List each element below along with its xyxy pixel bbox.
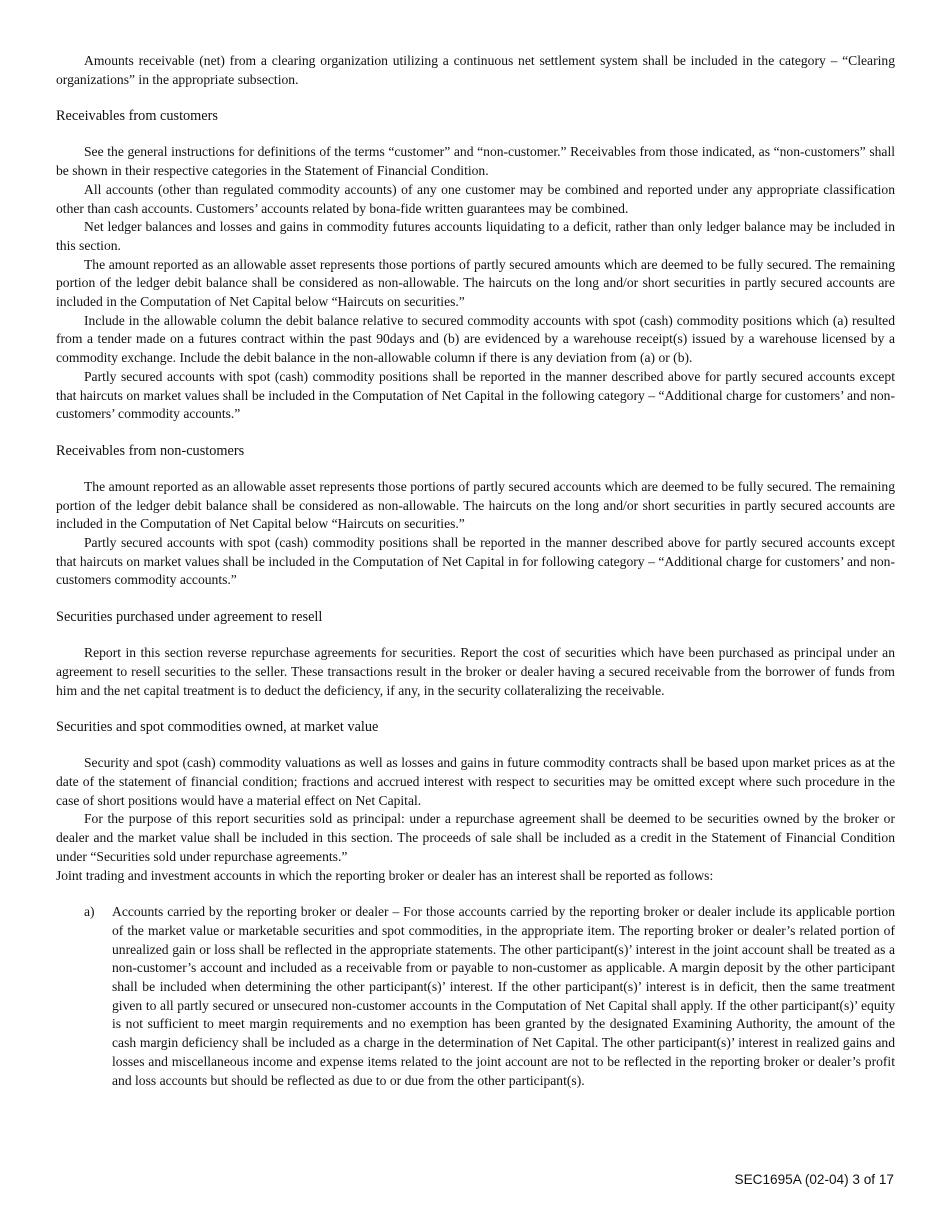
- paragraph: Include in the allowable column the debit balance relative to secured commodity accounts with spot (cash) commodity positions which (a) resulted from a tender made on a futures contract within the past 90days and (b) are evidenced by a warehouse receipt(s) issued by a warehouse licensed by a commodity exchange. Include the debit balance in the non-allowable column if there is any deviation from (a) or (b).: [56, 312, 895, 366]
- section-heading-receivables-non-customers: Receivables from non-customers: [56, 442, 245, 459]
- section-heading-securities-resell: Securities purchased under agreement to resell: [56, 609, 323, 626]
- paragraph: For the purpose of this report securities sold as principal: under a repurchase agreement shall be deemed to be securities owned by the broker or dealer and the market value shall be included in this section. The proceeds of sale shall be included as a credit in the Statement of Financial Condition under “Securities sold under repurchase agreements.”: [56, 811, 895, 864]
- list-item: [56, 903, 895, 1090]
- list-item-text: Accounts carried by the reporting broker or dealer – For those accounts carried by the reporting broker or dealer include its applicable portion of the market value or marketable securities and spot commodities, in the appropriate item. The reporting broker or dealer’s related portion of unrealized gain or loss shall be reflected in the appropriate statements. The other participant(s)’ interest in the joint account shall be treated as a non-customer’s account and included as a receivable from or payable to non-customer as applicable. A margin deposit by the other participant shall be included when determining the other participant(s)’ interest. If the other participant(s)’ interest is in deficit, then the same treatment given to all partly secured or unsecured non-customer accounts in the Computation of Net Capital shall apply. If the other participant(s)’ equity is not sufficient to meet margin requirements and no exemption has been granted by the designated Examining Authority, the amount of the cash margin deficiency shall be included as a charge in the determination of Net Capital. The other participant(s)’ interest in realized gains and losses and miscellaneous income and expense items related to the joint account are not to be reflected in the reporting broker or dealer’s profit and loss accounts but should be reflected as due to or due from the other participant(s).: [112, 904, 895, 1088]
- page-footer: SEC1695A (02-04) 3 of 17: [734, 1172, 894, 1187]
- document-body: [56, 52, 895, 1090]
- paragraph: Joint trading and investment accounts in which the reporting broker or dealer has an interest shall be reported as follows:: [56, 867, 714, 883]
- intro-paragraph: Amounts receivable (net) from a clearing organization utilizing a continuous net settlement system shall be included in the category – “Clearing organizations” in the appropriate subsection.: [56, 53, 895, 87]
- paragraph: The amount reported as an allowable asset represents those portions of partly secured amounts which are deemed to be fully secured. The remaining portion of the ledger debit balance shall be considered as non-allowable. The haircuts on the long and/or short securities in partly secured accounts are included in the Computation of Net Capital below “Haircuts on securities.”: [56, 256, 895, 310]
- paragraph: Partly secured accounts with spot (cash) commodity positions shall be reported in the manner described above for partly secured accounts except that haircuts on market values shall be included in the Computation of Net Capital in for following category – “Additional charge for customers’ and non-customers commodity accounts.”: [56, 535, 895, 588]
- paragraph: See the general instructions for definitions of the terms “customer” and “non-customer.” Receivables from those indicated, as “non-customers” shall be shown in their respective categories in the Statement of Financial Condition.: [56, 144, 895, 179]
- paragraph: All accounts (other than regulated commodity accounts) of any one customer may be combined and reported under any appropriate classification other than cash accounts. Customers’ accounts related by bona-fide written guarantees may be combined.: [56, 181, 895, 216]
- paragraph: The amount reported as an allowable asset represents those portions of partly secured accounts which are deemed to be fully secured. The remaining portion of the ledger debit balance shall be considered as non-allowable. The haircuts on the long and/or short securities in partly secured accounts are included in the Computation of Net Capital below “Haircuts on securities.”: [56, 478, 895, 532]
- section-heading-securities-owned: Securities and spot commodities owned, at market value: [56, 719, 379, 736]
- paragraph: Partly secured accounts with spot (cash) commodity positions shall be reported in the manner described above for partly secured accounts except that haircuts on market values shall be included in the Computation of Net Capital in the following category – “Additional charge for customers’ and non-customers’ commodity accounts.”: [56, 368, 895, 422]
- paragraph: Security and spot (cash) commodity valuations as well as losses and gains in future commodity contracts shall be based upon market prices as at the date of the statement of financial condition; fractions and accrued interest with respect to securities may be omitted except where such procedure in the case of short positions would have a material effect on Net Capital.: [56, 755, 895, 808]
- paragraph: Net ledger balances and losses and gains in commodity futures accounts liquidating to a deficit, rather than only ledger balance may be included in this section.: [56, 219, 895, 253]
- list-marker: a): [84, 904, 95, 920]
- paragraph: Report in this section reverse repurchase agreements for securities. Report the cost of securities which have been purchased as principal under an agreement to resell securities to the seller. These transactions result in the broker or dealer having a secured receivable from the borrower of funds from him and the net capital treatment is to deduct the deficiency, if any, in the security collateralizing the receivable.: [56, 645, 895, 698]
- section-heading-receivables-customers: Receivables from customers: [56, 108, 218, 125]
